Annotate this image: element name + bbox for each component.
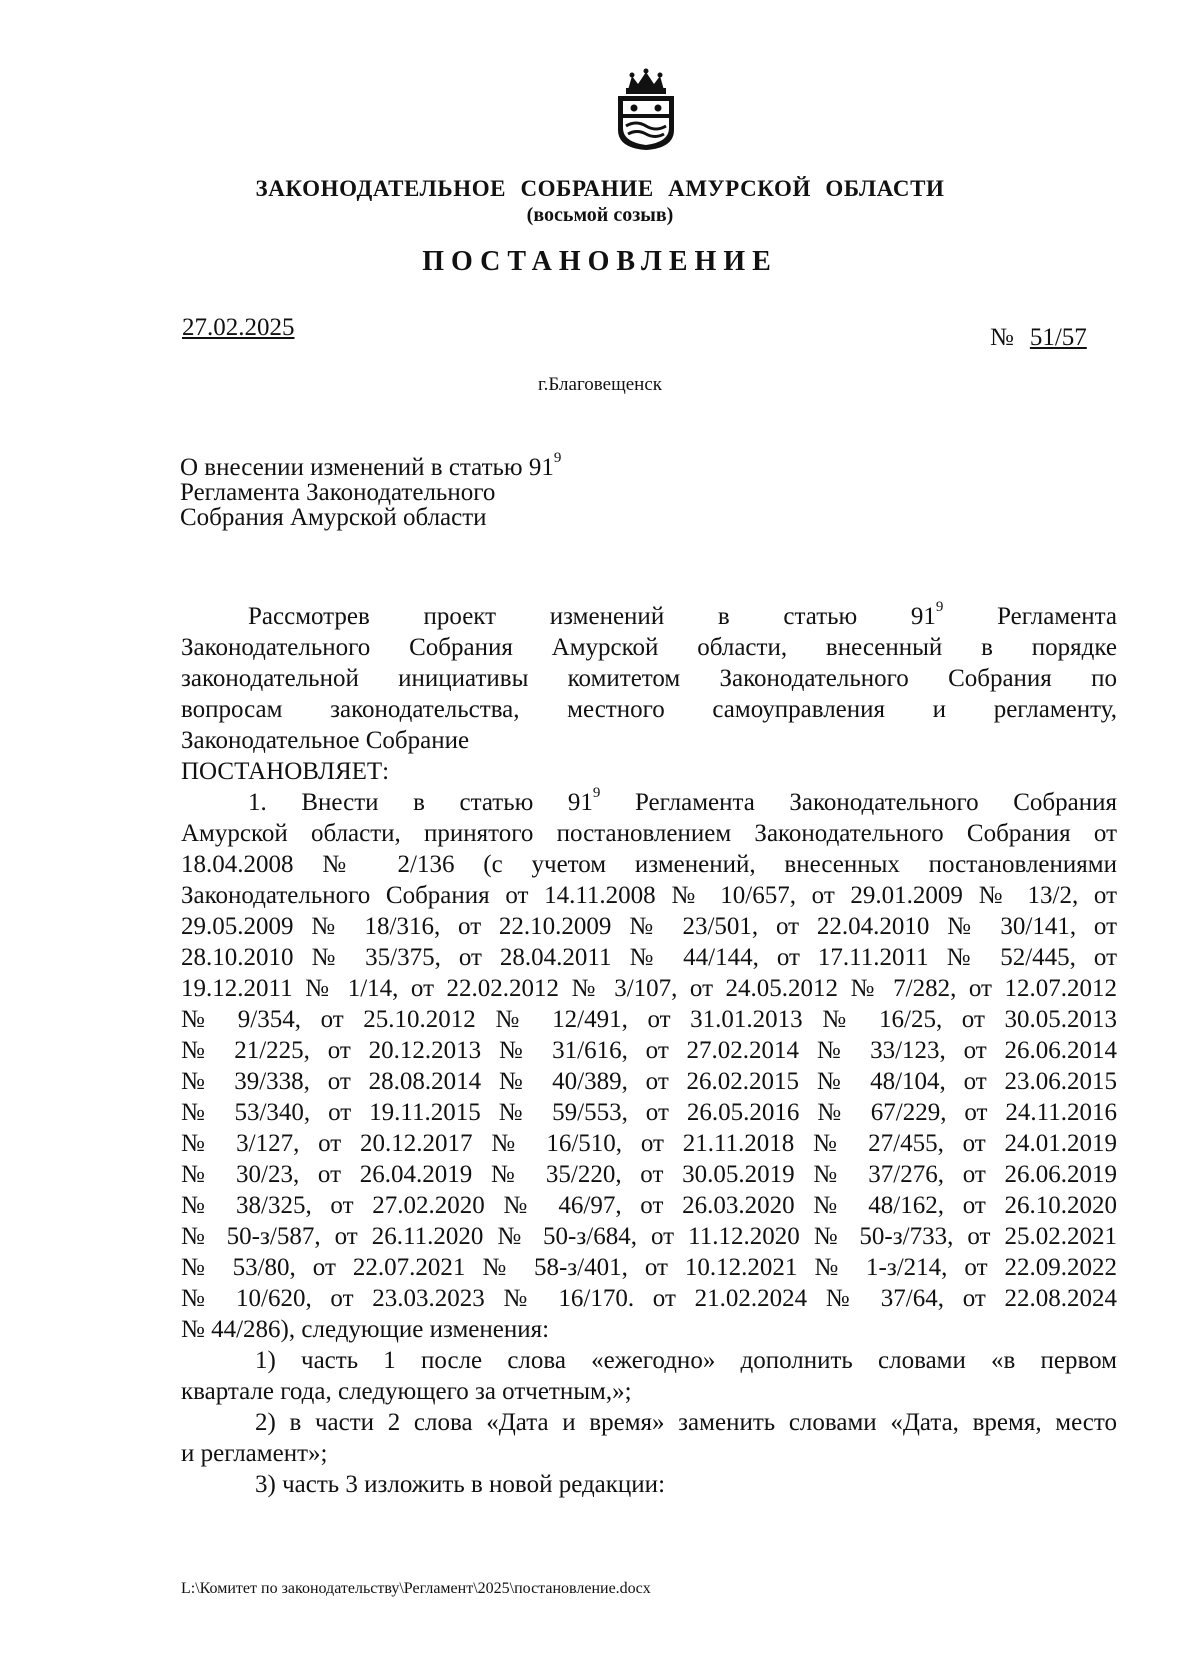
word: в [717, 603, 730, 630]
document-number [990, 324, 1087, 352]
paragraph-line: № 21/225, от 20.12.2013 № 31/616, от 27.02.2014 № 33/123, от 26.06.2014 [181, 1037, 1117, 1064]
subject-line: О внесении изменений в статью 91 [180, 454, 554, 481]
paragraph-line [181, 784, 1117, 818]
word: Рассмотрев [248, 603, 370, 630]
organization-name: ЗАКОНОДАТЕЛЬНОЕ СОБРАНИЕ АМУРСКОЙ ОБЛАСТИ [255, 176, 945, 201]
word: проект [423, 603, 497, 630]
paragraph-line: квартале года, следующего за отчетным,»; [181, 1378, 632, 1405]
paragraph-line: № 39/338, от 28.08.2014 № 40/389, от 26.02.2015 № 48/104, от 23.06.2015 [181, 1068, 1117, 1095]
word [910, 598, 944, 632]
text: Регламента Законодательного Собрания [600, 789, 1117, 816]
subject-line: Регламента Законодательного [180, 479, 496, 506]
paragraph-line: № 3/127, от 20.12.2017 № 16/510, от 21.11.2018 № 27/455, от 24.01.2019 [181, 1130, 1117, 1157]
word: Регламента [997, 603, 1117, 630]
paragraph-line: № 50-з/587, от 26.11.2020 № 50-з/684, от 11.12.2020 № 50-з/733, от 25.02.2021 [181, 1223, 1117, 1250]
paragraph-line: Амурской области, принятого постановлением Законодательного Собрания от [181, 820, 1117, 847]
superscript: 9 [935, 598, 944, 615]
paragraph-line: Законодательного Собрания Амурской области, внесенный в порядке [181, 634, 1117, 661]
word: статью [783, 603, 858, 630]
paragraph-line: 29.05.2009 № 18/316, от 22.10.2009 № 23/501, от 22.04.2010 № 30/141, от [181, 913, 1117, 940]
paragraph-line: Законодательного Собрания от 14.11.2008 № 10/657, от 29.01.2009 № 13/2, от [181, 882, 1117, 909]
paragraph-line: № 30/23, от 26.04.2019 № 35/220, от 30.05.2019 № 37/276, от 26.06.2019 [181, 1161, 1117, 1188]
paragraph-line [181, 598, 1117, 632]
paragraph-line: Законодательное Собрание [181, 727, 470, 754]
convocation: (восьмой созыв) [526, 204, 674, 226]
document-body [181, 598, 1117, 1500]
paragraph-line: 19.12.2011 № 1/14, от 22.02.2012 № 3/107, от 24.05.2012 № 7/282, от 12.07.2012 [181, 975, 1117, 1002]
document-date: 27.02.2025 [182, 314, 295, 341]
subject-line: Собрания Амурской области [180, 504, 487, 531]
superscript: 9 [592, 784, 601, 801]
word: изменений [549, 603, 665, 630]
city: г.Благовещенск [538, 374, 662, 395]
coat-of-arms-icon [614, 68, 678, 152]
file-path-footer: L:\Комитет по законодательству\Регламент\2025\постановление.docx [181, 1580, 651, 1597]
paragraph-line: № 44/286), следующие изменения: [181, 1316, 550, 1343]
paragraph-line: 3) часть 3 изложить в новой редакции: [255, 1471, 666, 1498]
paragraph-line: № 10/620, от 23.03.2023 № 16/170. от 21.02.2024 № 37/64, от 22.08.2024 [181, 1285, 1117, 1312]
paragraph-line: 28.10.2010 № 35/375, от 28.04.2011 № 44/144, от 17.11.2011 № 52/445, от [181, 944, 1117, 971]
article-number: 91 [910, 603, 936, 630]
number-value: 51/57 [1029, 324, 1087, 351]
text: 1. Внести в статью 91 [248, 789, 593, 816]
paragraph-line: и регламент»; [181, 1440, 328, 1467]
superscript: 9 [553, 449, 562, 466]
paragraph-line: законодательной инициативы комитетом Законодательного Собрания по [181, 665, 1117, 692]
paragraph-line: 2) в части 2 слова «Дата и время» заменить словами «Дата, время, место [255, 1409, 1117, 1436]
paragraph-line: № 53/80, от 22.07.2021 № 58-з/401, от 10.12.2021 № 1-з/214, от 22.09.2022 [181, 1254, 1117, 1281]
paragraph-line: № 9/354, от 25.10.2012 № 12/491, от 31.01.2013 № 16/25, от 30.05.2013 [181, 1006, 1117, 1033]
paragraph-line: 1) часть 1 после слова «ежегодно» дополнить словами «в первом [255, 1347, 1117, 1374]
paragraph-line: вопросам законодательства, местного самоуправления и регламенту, [181, 696, 1117, 723]
document-type: ПОСТАНОВЛЕНИЕ [422, 246, 778, 277]
document-subject [180, 449, 562, 531]
resolves-heading: ПОСТАНОВЛЯЕТ: [181, 758, 390, 785]
paragraph-line: № 38/325, от 27.02.2020 № 46/97, от 26.03.2020 № 48/162, от 26.10.2020 [181, 1192, 1117, 1219]
paragraph-line: 18.04.2008 № 2/136 (с учетом изменений, внесенных постановлениями [181, 851, 1117, 878]
number-sign: № [990, 324, 1014, 351]
paragraph-line: № 53/340, от 19.11.2015 № 59/553, от 26.05.2016 № 67/229, от 24.11.2016 [181, 1099, 1117, 1126]
